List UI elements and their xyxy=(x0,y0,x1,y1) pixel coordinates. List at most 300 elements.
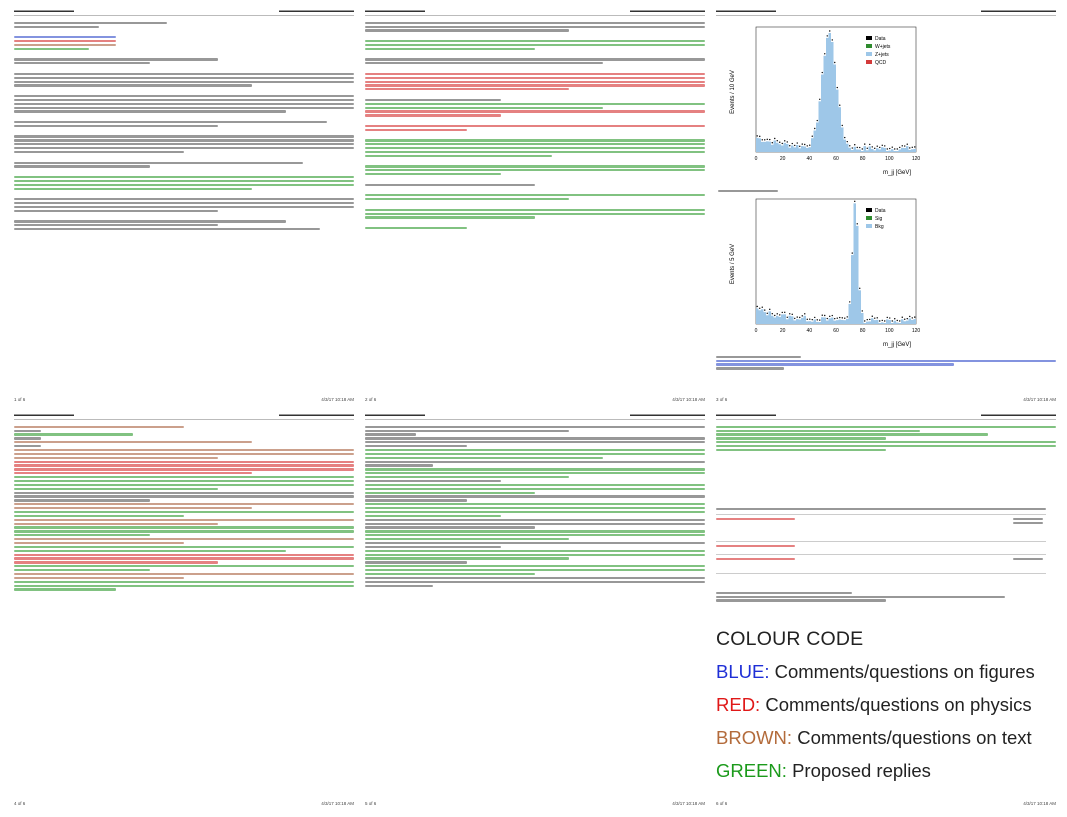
histogram-bar xyxy=(784,314,787,324)
data-point xyxy=(762,139,763,140)
histogram-bar xyxy=(854,147,857,152)
data-point xyxy=(879,320,880,321)
histogram-bar xyxy=(811,322,814,324)
histogram-bar xyxy=(764,142,767,152)
data-point xyxy=(824,53,825,54)
histogram-bar xyxy=(771,145,774,152)
histogram-bar xyxy=(779,144,782,152)
histogram-bar xyxy=(801,318,804,324)
legend-label: Bkg xyxy=(875,224,884,230)
data-point xyxy=(897,148,898,149)
histogram-bar xyxy=(861,313,864,324)
data-point xyxy=(912,317,913,318)
data-point xyxy=(854,144,855,145)
data-point xyxy=(764,139,765,140)
data-point xyxy=(897,320,898,321)
page-number: 6 of 6 xyxy=(716,801,728,806)
histogram-bar xyxy=(804,316,807,324)
data-point xyxy=(877,317,878,318)
data-point xyxy=(832,39,833,40)
histogram-bar xyxy=(776,143,779,152)
plot-2-xlabel: m_jj [GeV] xyxy=(882,342,911,348)
histogram-bar xyxy=(889,151,892,152)
data-point xyxy=(777,140,778,141)
data-point xyxy=(757,306,758,307)
data-point xyxy=(909,316,910,317)
histogram-bar xyxy=(801,146,804,152)
histogram-bar xyxy=(856,226,859,324)
histogram-bar xyxy=(806,321,809,324)
histogram-bar xyxy=(791,316,794,324)
histogram-bar xyxy=(911,149,914,152)
data-point xyxy=(829,316,830,317)
page-text xyxy=(716,354,1056,371)
data-point xyxy=(839,104,840,105)
data-point xyxy=(769,139,770,140)
page-footer xyxy=(716,397,1056,402)
data-point xyxy=(812,135,813,136)
histogram-bar xyxy=(799,320,802,324)
data-point xyxy=(912,147,913,148)
data-point xyxy=(837,87,838,88)
histogram-bar xyxy=(871,149,874,152)
data-point xyxy=(839,317,840,318)
page-text xyxy=(14,16,354,230)
histogram-bar xyxy=(834,321,837,324)
x-tick-label: 20 xyxy=(779,156,786,162)
histogram-bar xyxy=(869,321,872,324)
legend-key: GREEN: xyxy=(716,760,787,781)
histogram-bar xyxy=(761,309,764,324)
histogram-bar xyxy=(806,148,809,152)
data-point xyxy=(849,301,850,302)
data-point xyxy=(914,316,915,317)
data-point xyxy=(872,146,873,147)
legend-text: Comments/questions on text xyxy=(797,727,1032,748)
histogram-bar xyxy=(891,149,894,152)
data-point xyxy=(874,317,875,318)
histogram-plot-1 xyxy=(726,22,926,182)
data-point xyxy=(759,308,760,309)
histogram-bar xyxy=(869,146,872,152)
page-text xyxy=(365,420,705,587)
histogram-bar xyxy=(824,318,827,324)
page-text xyxy=(716,590,1056,603)
data-point xyxy=(829,30,830,31)
data-point xyxy=(904,319,905,320)
histogram-bar xyxy=(821,317,824,324)
histogram-bar xyxy=(899,323,902,324)
data-point xyxy=(799,146,800,147)
legend-key: BROWN: xyxy=(716,727,793,748)
histogram-bar xyxy=(906,146,909,152)
data-point xyxy=(824,315,825,316)
data-point xyxy=(794,318,795,319)
data-point xyxy=(899,320,900,321)
page-footer xyxy=(716,801,1056,806)
histogram-bar xyxy=(901,148,904,152)
review-page-1 xyxy=(14,8,354,404)
histogram-bar xyxy=(844,140,847,152)
legend-label: W+jets xyxy=(875,44,891,50)
histogram-bar xyxy=(781,314,784,324)
x-tick-label: 60 xyxy=(833,328,839,334)
data-point xyxy=(814,317,815,318)
data-point xyxy=(794,145,795,146)
histogram-bar xyxy=(816,322,819,324)
data-point xyxy=(894,148,895,149)
data-point xyxy=(802,315,803,316)
histogram-bar xyxy=(906,321,909,324)
data-point xyxy=(817,319,818,320)
histogram-bar xyxy=(904,148,907,152)
colour-code-legend xyxy=(716,622,1046,782)
data-point xyxy=(767,139,768,140)
histogram-bar xyxy=(799,148,802,152)
histogram-bar xyxy=(866,150,869,152)
page-number: 5 of 6 xyxy=(365,801,377,806)
histogram-bar xyxy=(759,138,762,152)
data-point xyxy=(762,307,763,308)
histogram-bar xyxy=(786,319,789,324)
histogram-bar xyxy=(879,323,882,324)
histogram-bar xyxy=(836,320,839,324)
data-point xyxy=(884,145,885,146)
histogram-bar xyxy=(796,145,799,152)
histogram-bar xyxy=(861,151,864,152)
page-number: 3 of 6 xyxy=(716,397,728,402)
plot-caption xyxy=(718,188,918,194)
data-point xyxy=(847,141,848,142)
data-point xyxy=(802,143,803,144)
comments-table xyxy=(716,504,1046,574)
legend-key: RED: xyxy=(716,694,761,715)
x-tick-label: 120 xyxy=(911,328,921,334)
histogram-bar xyxy=(759,310,762,324)
data-point xyxy=(787,317,788,318)
histogram-bar xyxy=(886,151,889,152)
data-point xyxy=(874,148,875,149)
page-header: ▬▬▬▬▬▬▬▬▬▬▬▬ ▬▬▬▬▬▬▬▬▬▬▬▬▬▬▬ xyxy=(365,412,705,418)
data-point xyxy=(837,317,838,318)
page-header: ▬▬▬▬▬▬▬▬▬▬▬▬ ▬▬▬▬▬▬▬▬▬▬▬▬▬▬▬ xyxy=(716,8,1056,14)
data-point xyxy=(797,316,798,317)
data-point xyxy=(819,319,820,320)
page-text xyxy=(716,420,1056,451)
histogram-bar xyxy=(831,42,834,152)
histogram-bar xyxy=(881,147,884,152)
histogram-bar xyxy=(816,123,819,152)
histogram-bar xyxy=(864,323,867,324)
histogram-bar xyxy=(756,308,759,324)
data-point xyxy=(862,148,863,149)
legend-row-brown xyxy=(716,727,1046,749)
histogram-bar xyxy=(786,144,789,152)
data-point xyxy=(767,313,768,314)
review-page-3 xyxy=(716,8,1056,404)
histogram-bar xyxy=(851,255,854,324)
legend-swatch xyxy=(866,44,872,48)
page-timestamp: 4/3/17 10:18 AM xyxy=(672,397,705,402)
page-header: ▬▬▬▬▬▬▬▬▬▬▬▬ ▬▬▬▬▬▬▬▬▬▬▬▬▬▬▬ xyxy=(716,412,1056,418)
page-header: ▬▬▬▬▬▬▬▬▬▬▬▬ ▬▬▬▬▬▬▬▬▬▬▬▬▬▬▬ xyxy=(14,412,354,418)
histogram-bar xyxy=(774,317,777,324)
data-point xyxy=(827,35,828,36)
legend-text: Comments/questions on physics xyxy=(765,694,1032,715)
histogram-bar xyxy=(761,142,764,152)
x-tick-label: 0 xyxy=(754,156,758,162)
x-tick-label: 40 xyxy=(806,328,813,334)
data-point xyxy=(822,72,823,73)
data-point xyxy=(864,143,865,144)
page-footer xyxy=(365,397,705,402)
table-row xyxy=(716,504,1046,515)
table-row xyxy=(716,555,1046,574)
data-point xyxy=(784,312,785,313)
data-point xyxy=(889,148,890,149)
data-point xyxy=(772,142,773,143)
histogram-bar xyxy=(856,149,859,152)
histogram-bar xyxy=(791,146,794,152)
data-point xyxy=(892,320,893,321)
data-point xyxy=(784,140,785,141)
data-point xyxy=(872,316,873,317)
x-tick-label: 100 xyxy=(885,328,894,334)
data-point xyxy=(804,313,805,314)
data-point xyxy=(854,201,855,202)
data-point xyxy=(857,223,858,224)
histogram-bar xyxy=(886,319,889,324)
data-point xyxy=(894,318,895,319)
data-point xyxy=(842,317,843,318)
histogram-bar xyxy=(914,149,917,152)
histogram-bar xyxy=(821,75,824,152)
data-point xyxy=(902,317,903,318)
data-point xyxy=(862,310,863,311)
data-point xyxy=(782,312,783,313)
histogram-bar xyxy=(764,312,767,324)
histogram-bar xyxy=(766,315,769,324)
data-point xyxy=(807,145,808,146)
x-tick-label: 60 xyxy=(833,156,839,162)
histogram-bar xyxy=(854,203,857,324)
data-point xyxy=(844,137,845,138)
histogram-bar xyxy=(809,147,812,152)
histogram-bar xyxy=(914,319,917,324)
data-point xyxy=(809,318,810,319)
data-point xyxy=(849,145,850,146)
histogram-bar xyxy=(834,64,837,152)
histogram-bar xyxy=(774,140,777,152)
data-point xyxy=(804,144,805,145)
plot-1-ylabel: Events / 10 GeV xyxy=(730,70,736,114)
histogram-bar xyxy=(876,148,879,152)
histogram-bar xyxy=(826,38,829,152)
page-header: ▬▬▬▬▬▬▬▬▬▬▬▬ ▬▬▬▬▬▬▬▬▬▬▬▬▬▬▬ xyxy=(14,8,354,14)
histogram-bar xyxy=(884,148,887,152)
data-point xyxy=(842,125,843,126)
histogram-bar xyxy=(784,143,787,152)
table-row xyxy=(716,542,1046,555)
histogram-bar xyxy=(769,142,772,152)
legend-swatch xyxy=(866,52,872,56)
histogram-bar xyxy=(849,148,852,152)
data-point xyxy=(889,317,890,318)
data-point xyxy=(799,317,800,318)
review-page-4 xyxy=(14,412,354,808)
histogram-bar xyxy=(804,147,807,152)
page-timestamp: 4/3/17 10:18 AM xyxy=(1023,801,1056,806)
data-point xyxy=(867,148,868,149)
legend-row-red xyxy=(716,694,1046,716)
legend-label: Data xyxy=(875,36,886,42)
legend-label: Data xyxy=(875,208,886,214)
data-point xyxy=(817,120,818,121)
data-point xyxy=(807,319,808,320)
histogram-bar xyxy=(814,130,817,152)
histogram-bar xyxy=(849,304,852,324)
histogram-bar xyxy=(889,320,892,324)
histogram-bar xyxy=(829,318,832,324)
data-point xyxy=(812,319,813,320)
x-tick-label: 20 xyxy=(779,328,786,334)
data-point xyxy=(779,314,780,315)
data-point xyxy=(787,141,788,142)
histogram-bar xyxy=(859,290,862,324)
legend-label: Z+jets xyxy=(875,52,889,58)
data-point xyxy=(869,319,870,320)
x-tick-label: 80 xyxy=(859,328,866,334)
data-point xyxy=(859,147,860,148)
page-timestamp: 4/3/17 10:18 AM xyxy=(1023,397,1056,402)
data-point xyxy=(774,315,775,316)
page-number: 4 of 6 xyxy=(14,801,26,806)
data-point xyxy=(869,144,870,145)
data-point xyxy=(852,252,853,253)
data-point xyxy=(834,62,835,63)
x-tick-label: 120 xyxy=(911,156,921,162)
histogram-bar xyxy=(824,56,827,152)
data-point xyxy=(907,318,908,319)
data-point xyxy=(882,320,883,321)
histogram-bar xyxy=(766,141,769,152)
histogram-bar xyxy=(874,150,877,152)
data-point xyxy=(832,315,833,316)
histogram-bar xyxy=(859,150,862,152)
data-point xyxy=(822,315,823,316)
page-text xyxy=(14,420,354,591)
histogram-bar xyxy=(874,320,877,324)
histogram-bar xyxy=(794,320,797,324)
data-point xyxy=(892,146,893,147)
plot-1-xlabel: m_jj [GeV] xyxy=(882,170,911,176)
data-point xyxy=(909,147,910,148)
legend-swatch xyxy=(866,208,872,212)
data-point xyxy=(877,145,878,146)
legend-row-green xyxy=(716,760,1046,782)
data-point xyxy=(899,147,900,148)
histogram-bar xyxy=(831,318,834,324)
data-point xyxy=(774,138,775,139)
data-point xyxy=(777,313,778,314)
page-text xyxy=(365,16,705,229)
legend-text: Proposed replies xyxy=(792,760,931,781)
data-point xyxy=(819,99,820,100)
data-point xyxy=(764,309,765,310)
histogram-bar xyxy=(909,150,912,152)
x-tick-label: 100 xyxy=(885,156,894,162)
data-point xyxy=(769,309,770,310)
histogram-bar xyxy=(779,317,782,324)
page-footer xyxy=(14,397,354,402)
legend-swatch xyxy=(866,60,872,64)
histogram-bar xyxy=(811,138,814,152)
data-point xyxy=(882,145,883,146)
data-point xyxy=(852,147,853,148)
page-number: 1 of 6 xyxy=(14,397,26,402)
histogram-bar xyxy=(819,101,822,152)
page-timestamp: 4/3/17 10:18 AM xyxy=(672,801,705,806)
histogram-bar xyxy=(789,316,792,324)
page-number: 2 of 6 xyxy=(365,397,377,402)
data-point xyxy=(887,317,888,318)
data-point xyxy=(772,313,773,314)
x-tick-label: 80 xyxy=(859,156,866,162)
histogram-bar xyxy=(864,146,867,152)
data-point xyxy=(789,313,790,314)
histogram-bar xyxy=(829,33,832,152)
histogram-bar xyxy=(839,320,842,324)
histogram-bar xyxy=(876,320,879,324)
histogram-bar xyxy=(794,147,797,152)
data-point xyxy=(884,320,885,321)
plot-2-ylabel: Events / 5 GeV xyxy=(730,243,736,285)
data-point xyxy=(907,143,908,144)
histogram-bar xyxy=(899,149,902,152)
histogram-bar xyxy=(866,322,869,324)
legend-row-blue xyxy=(716,661,1046,683)
data-point xyxy=(902,145,903,146)
histogram-bar xyxy=(836,90,839,152)
table-row xyxy=(716,515,1046,542)
histogram-bar xyxy=(844,320,847,324)
histogram-bar xyxy=(871,318,874,324)
histogram-bar xyxy=(789,148,792,152)
data-point xyxy=(904,145,905,146)
data-point xyxy=(864,320,865,321)
legend-text: Comments/questions on figures xyxy=(774,661,1035,682)
histogram-bar xyxy=(884,323,887,324)
x-tick-label: 0 xyxy=(754,328,758,334)
page-timestamp: 4/3/17 10:18 AM xyxy=(321,397,354,402)
histogram-bar xyxy=(909,318,912,324)
histogram-bar xyxy=(756,138,759,152)
histogram-bar xyxy=(769,311,772,324)
data-point xyxy=(857,147,858,148)
histogram-bar xyxy=(881,322,884,324)
histogram-bar xyxy=(814,319,817,324)
page-header: ▬▬▬▬▬▬▬▬▬▬▬▬ ▬▬▬▬▬▬▬▬▬▬▬▬▬▬▬ xyxy=(365,8,705,14)
legend-key: BLUE: xyxy=(716,661,770,682)
data-point xyxy=(809,144,810,145)
histogram-bar xyxy=(819,322,822,324)
x-tick-label: 40 xyxy=(806,156,813,162)
data-point xyxy=(859,288,860,289)
data-point xyxy=(792,143,793,144)
legend-label: QCD xyxy=(875,60,887,66)
data-point xyxy=(847,316,848,317)
data-point xyxy=(834,318,835,319)
